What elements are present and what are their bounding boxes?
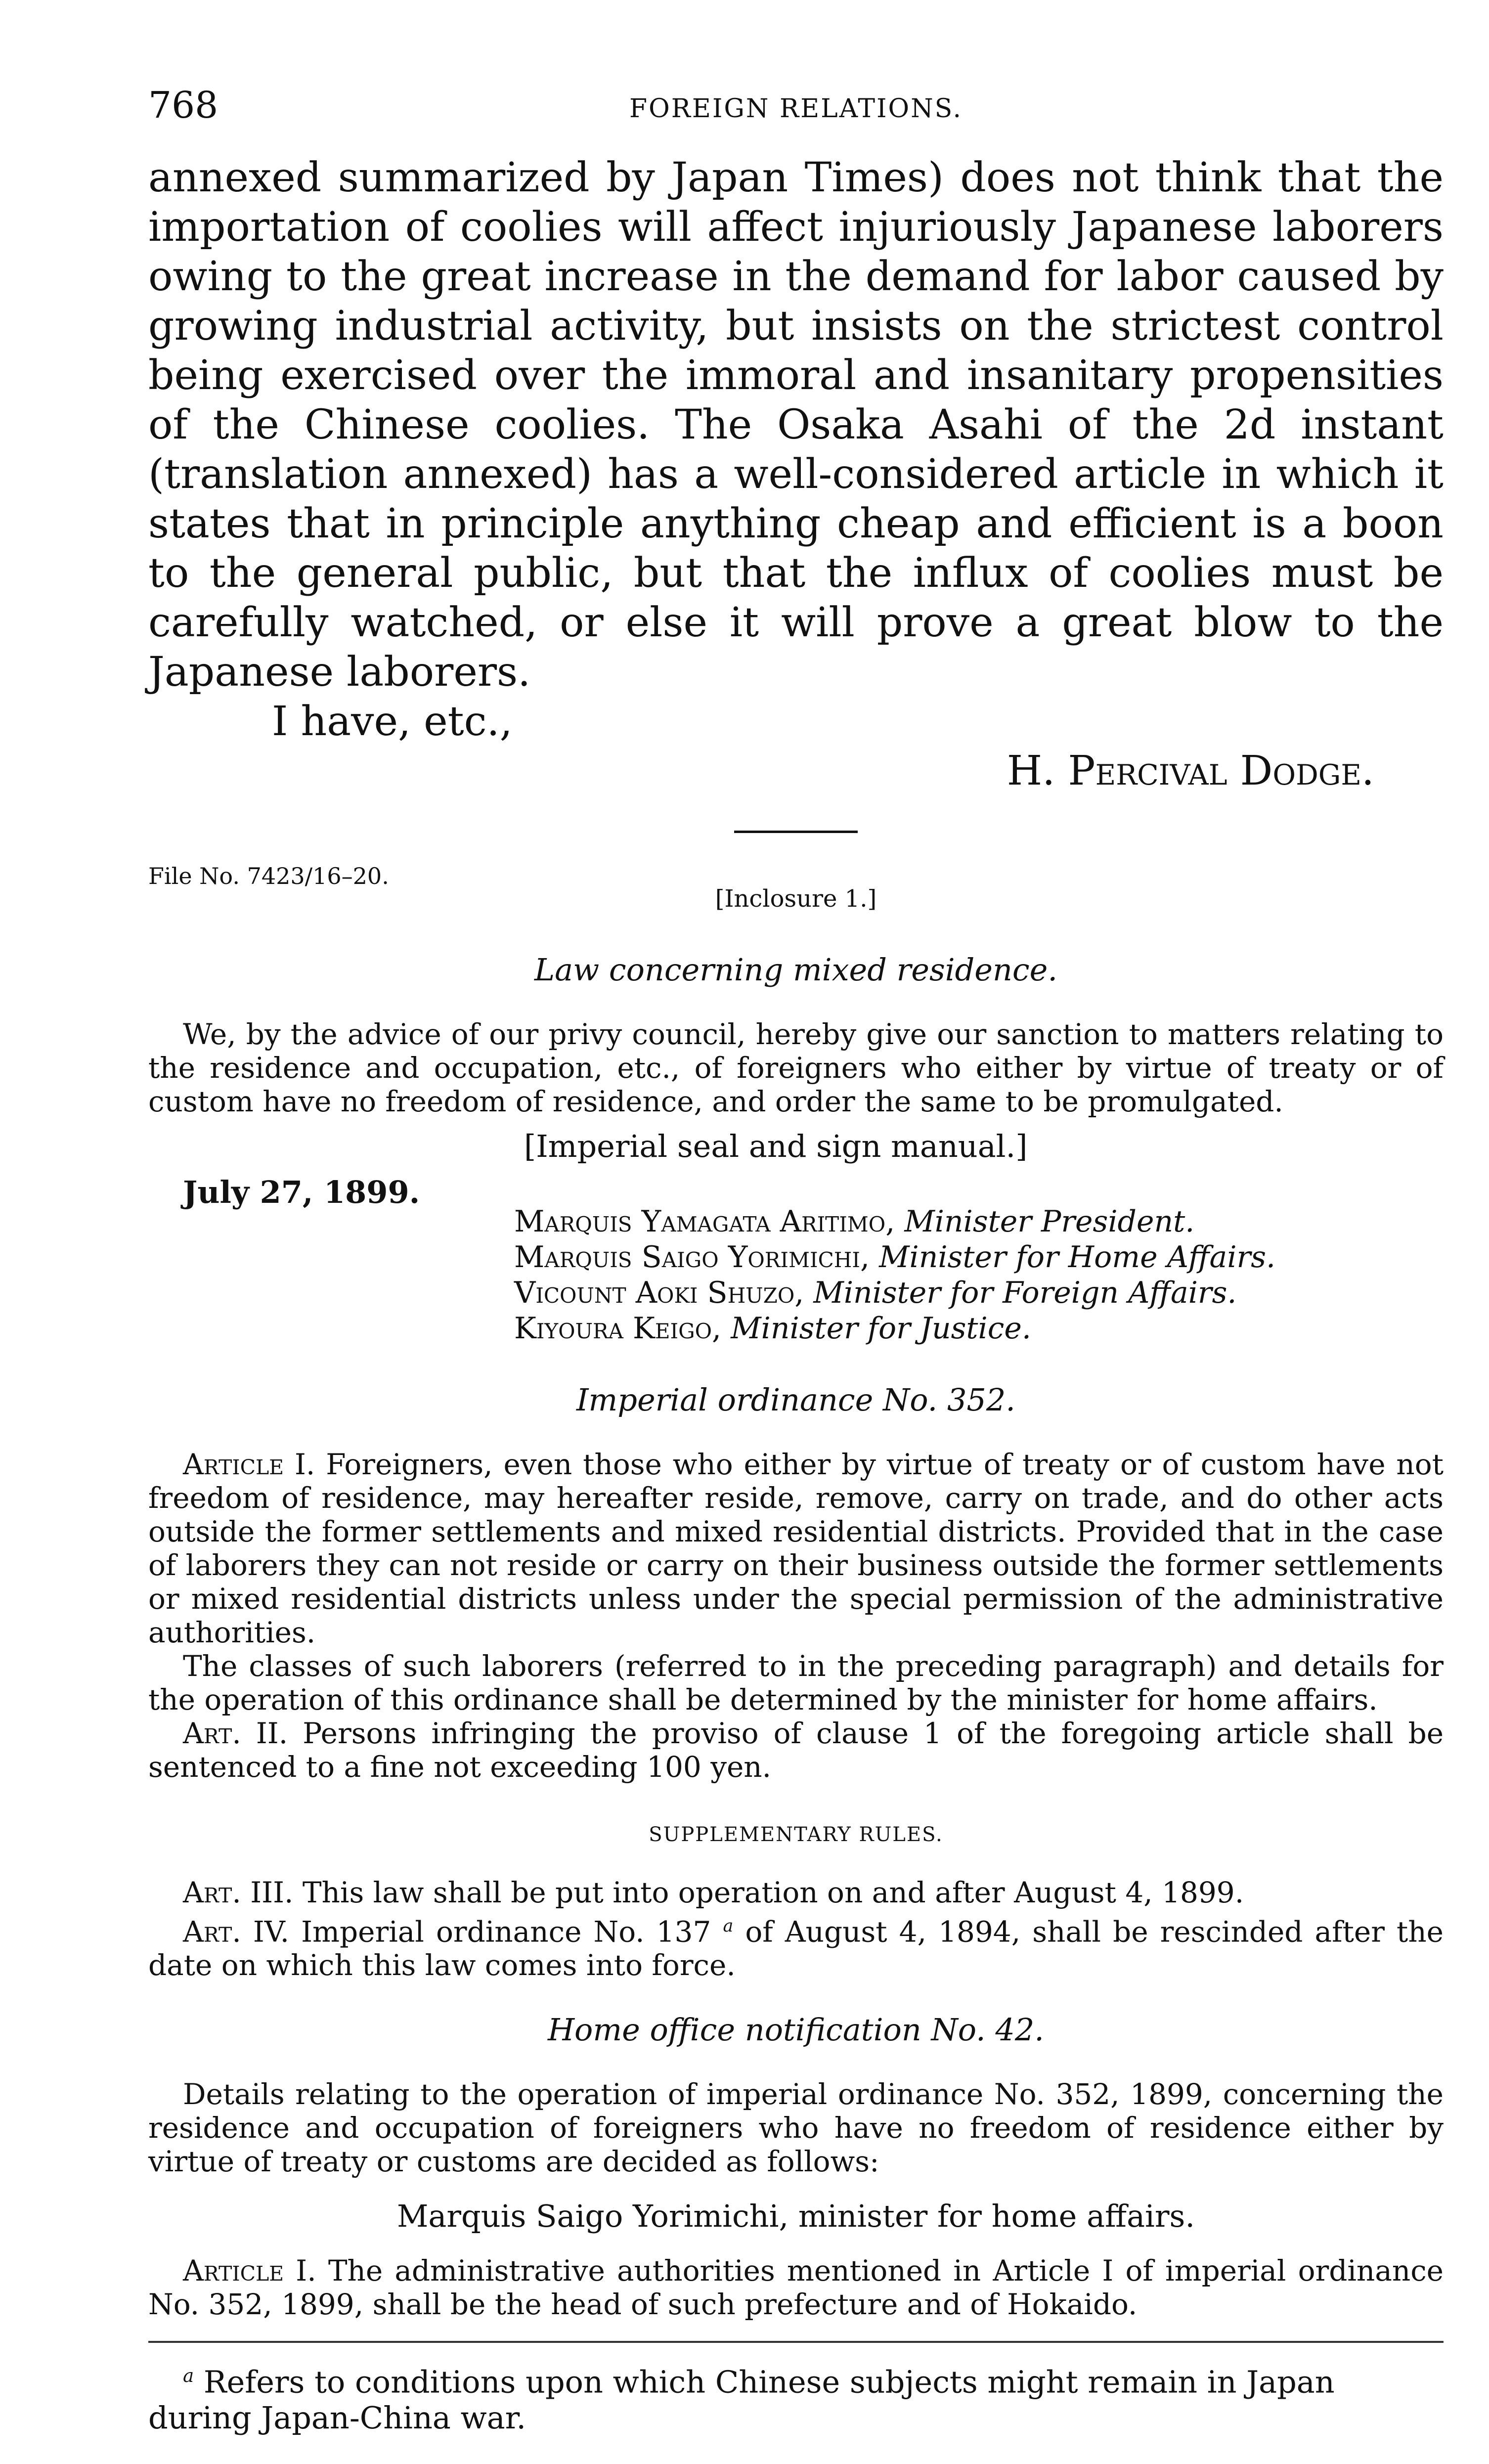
ordinance-article-2: Art. II. Persons infringing the proviso of clause 1 of the foregoing article shall be sentenced to a fine not exceeding 100 yen. (148, 1716, 1444, 1784)
minister-line: Marquis Yamagata Aritimo, Minister President. (514, 1204, 1195, 1239)
law-preamble: We, by the advice of our privy council, hereby give our sanction to matters relating to the residence and occupation, etc., of foreigners who either by virtue of treaty or of custom have no freedom of residence, and order the same to be promulgated. (148, 1017, 1444, 1118)
section-divider (734, 831, 858, 833)
supplementary-rules-heading: SUPPLEMENTARY RULES. (649, 1823, 943, 1846)
notification-signer: Marquis Saigo Yorimichi, minister for home affairs. (396, 2198, 1195, 2235)
letter-body: annexed summarized by Japan Times) does not think that the importation of coolies will affect injuriously Japanese laborers owing to the great increase in the demand for labor caused by growing industrial activity, but insists on the strictest control being exercised over the immoral and insanitary propensities of the Chinese coolies. The Osaka Asahi of the 2d instant (translation annexed) has a well-considered article in which it states that in principle anything cheap and efficient is a boon to the general public, but that the influx of coolies must be carefully watched, or else it will prove a great blow to the Japanese laborers. (148, 154, 1444, 696)
letter-signature (148, 747, 1444, 796)
signature-initial: H. (1007, 748, 1055, 794)
minister-line: Kiyoura Keigo, Minister for Justice. (514, 1311, 1031, 1346)
notification-title: Home office notification No. 42. (547, 2012, 1045, 2048)
footnote-text: Refers to conditions upon which Chinese subjects might remain in Japan during Japan-China war. (148, 2364, 1335, 2436)
footnote-divider (148, 2341, 1444, 2343)
signature-name: Percival Dodge. (1068, 748, 1374, 794)
minister-line: Marquis Saigo Yorimichi, Minister for Home Affairs. (514, 1240, 1276, 1275)
running-head: FOREIGN RELATIONS. (629, 94, 963, 124)
law-title: Law concerning mixed residence. (534, 952, 1058, 988)
page-header (148, 74, 1444, 153)
ordinance-article-4: Art. IV. Imperial ordinance No. 137 $^a$ of August 4, 1894, shall be rescinded after the date on which this law comes into force. (148, 1915, 1444, 1982)
footnote-reference: a (723, 1916, 734, 1936)
ordinance-article-1: Article I. Foreigners, even those who either by virtue of treaty or of custom have not freedom of residence, may hereafter reside, remove, carry on trade, and do other acts outside the former settlements and mixed residential districts. Provided that in the case of laborers they can not reside or carry on their business outside the former settlements or mixed residential districts unless under the special permission of the administrative authorities. (148, 1448, 1444, 1649)
law-date: July 27, 1899. (183, 1174, 420, 1210)
ordinance-title: Imperial ordinance No. 352. (576, 1382, 1015, 1418)
footnote-mark: a (183, 2365, 194, 2387)
inclosure-label: [Inclosure 1.] (715, 885, 877, 913)
minister-line: Vicount Aoki Shuzo, Minister for Foreign Affairs. (514, 1276, 1237, 1310)
file-row (148, 863, 1444, 942)
ordinance-article-1-para-2: The classes of such laborers (referred to in the preceding paragraph) and details for the operation of this ordinance shall be determined by the minister for home affairs. (148, 1649, 1444, 1716)
ordinance-article-3: Art. III. This law shall be put into operation on and after August 4, 1899. (183, 1876, 1244, 1909)
minister-list (514, 1204, 1275, 1346)
notification-article-1: Article I. The administrative authorities mentioned in Article I of imperial ordinance No. 352, 1899, shall be the head of such prefecture and of Hokaido. (148, 2254, 1444, 2322)
document-page (148, 74, 1444, 2436)
footnote (148, 2358, 1444, 2436)
imperial-seal-note: [Imperial seal and sign manual.] (524, 1128, 1028, 1164)
file-number: File No. 7423/16–20. (148, 863, 389, 889)
date-and-ministers (148, 1174, 1444, 1372)
page-number: 768 (148, 84, 219, 127)
notification-intro: Details relating to the operation of imperial ordinance No. 352, 1899, concerning the residence and occupation of foreigners who have no freedom of residence either by virtue of treaty or customs are decided as follows: (148, 2077, 1444, 2179)
letter-closing: I have, etc., (272, 698, 513, 745)
